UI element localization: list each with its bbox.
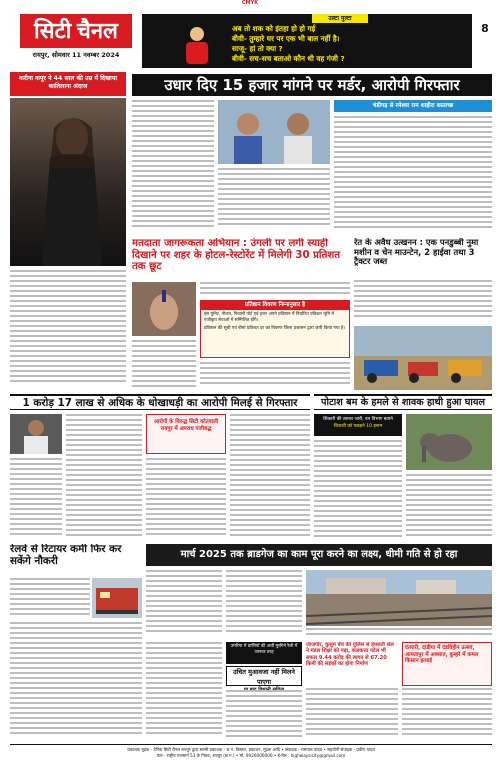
page-number: 8 xyxy=(481,22,489,35)
lead-column-2 xyxy=(218,168,330,232)
footer-line: प्रकाशक मुद्रक - दैनिक सिटी चैनल रायपुर द्वारा स्वामी प्रकाशक - छ.ग. विस्तार, प्रकाशन, मुद्रक आदि • संपादक - रामपाल यादव • सहयोगी संपादक - प्रवीण यादव xyxy=(127,747,375,752)
story8-column-1 xyxy=(146,642,222,740)
story10-body xyxy=(402,688,492,740)
left-top-label: करीना कपूर ने 44 साल की उम्र में दिखाया कातिलाना अंदाज xyxy=(10,72,126,96)
story4-inset: आरोपी के विरुद्ध सिटी कोतवाली रायपुर में अपराध पंजीबद्ध xyxy=(146,414,226,454)
footer-line: पता - राष्ट्रीय राजमार्ग 53 के निकट, रायपुर (छ.ग.) • मो. 9926000000 • ई-मेल : highwaysicity@gmail.com xyxy=(156,753,346,758)
story4-column-2 xyxy=(146,458,226,540)
top-bar xyxy=(0,0,500,6)
story9-body xyxy=(306,688,398,740)
story5-header xyxy=(314,394,492,410)
story6-headline: रेलवे से रिटायर कर्मी फिर कर सकेंगे नौकरी xyxy=(10,544,122,567)
story2-inset-title: प्रतिष्ठान विवरण निम्नानुसार है xyxy=(201,301,349,310)
story8-column-2 xyxy=(226,690,302,740)
story8-box: उमरिया में प्राणियों की अर्थी मुरगिने रैली में जानवर तरह xyxy=(226,642,302,664)
kareena-photo xyxy=(10,98,126,266)
elephant-photo xyxy=(406,414,492,470)
story9-headline: जांजगीर, कुसुम बेंच की पुलिस से हमलती सेल ने मंडल शिक्षा को पढ़ा, कलकत्ता पटेल भी सफल 9.44 करोड़ की लागत से 67.20 किमी की सड़कों का होगा निर्माण xyxy=(306,642,394,668)
story5-column-2 xyxy=(406,474,492,540)
story6-body xyxy=(10,622,142,740)
story6-intro xyxy=(10,578,90,618)
kareena-body xyxy=(10,270,126,388)
ulta-line: साजू- हां तो क्या ? xyxy=(232,44,283,53)
story7-caption xyxy=(306,628,492,638)
masthead-dateline: रायपुर, सोमवार 11 नवम्बर 2024 xyxy=(20,48,132,62)
ulta-pulta-lines xyxy=(232,24,462,64)
footer xyxy=(10,744,492,764)
hand-ink-photo xyxy=(132,282,196,336)
story4-column-3 xyxy=(230,414,310,540)
story2-column-2 xyxy=(200,362,350,390)
masthead xyxy=(20,14,132,62)
story2-inset-line: इस युनिट, नीजन, निवासी पोर्ट एवं इजर अपने प्रतिष्ठान में निर्धारित प्रतिशत भूमि में पंजीकृत सेवाओं में सम्मिलित होंगे। xyxy=(204,312,335,323)
ulta-pulta-box xyxy=(142,14,472,68)
story7-column-1 xyxy=(146,570,222,638)
lead-column-3 xyxy=(334,116,492,232)
person-silhouette xyxy=(10,98,126,266)
story2-headline: मतदाता जागरूकता अभियान : उंगली पर लगी स्याही दिखाने पर शहर के होटल-रेस्टोरेंट में मिलेगी 30 प्रतिशत तक छूट xyxy=(132,238,341,273)
story7-header xyxy=(146,544,492,566)
cmyk-label: CMYK xyxy=(241,0,259,6)
story2-intro xyxy=(200,282,350,298)
story7-photo xyxy=(306,570,492,626)
story10-headline: दंतरारी, दांडीया में दंडविहीन उत्सव, आमतापुर में अक्सात, कुम्हरे में कमल किसान हत्याई xyxy=(402,642,492,686)
ulta-line: अब तो शक को इंतहा हो हो गई xyxy=(232,24,316,33)
story7-headline: मार्च 2025 तक ब्राडगेज का काम पूरा करने का लक्ष्य, धीमी गति से हो रहा xyxy=(180,549,458,560)
story5-box-line: शिकारी की तलाश जारी, वन विभाग बताने xyxy=(323,417,393,422)
story8-box-title-wrap xyxy=(226,666,302,686)
tractors-photo xyxy=(354,326,492,390)
story5-column-1 xyxy=(314,440,402,540)
story4-photo xyxy=(10,414,62,454)
story5-box-line: शिकारी को पकड़ने 10 इनाम xyxy=(333,424,383,429)
story3-body xyxy=(354,280,492,324)
story7-column-2 xyxy=(226,570,302,638)
story2-photo xyxy=(132,282,196,336)
lead-column-1 xyxy=(132,100,214,232)
story8-box-title: उचित मुआवजा नहीं मिलने पाएगा xyxy=(233,668,295,686)
story4-header xyxy=(10,394,310,410)
story3-photo xyxy=(354,326,492,390)
story3-headline: रेत के अवैध उत्खनन : एक पनडुब्बी नुमा मशीन व चेन माउन्टेन, 2 हाईवा तथा 3 ट्रैक्टर जब्त xyxy=(354,238,479,267)
railway-track-photo xyxy=(306,570,492,626)
lead-photo xyxy=(218,100,330,164)
story5-headline: पोटाश बम के हमले से शावक हाथी हुआ घायल xyxy=(321,397,485,408)
story4-column-1 xyxy=(66,414,142,540)
ulta-pulta-heading: उल्टा पुल्टा xyxy=(312,14,368,23)
masthead-title: सिटी चैनल xyxy=(34,18,118,43)
lead-tag: चंडीगढ़ से रमेश्‍वर राम शाहीरा बस्ताच्छ xyxy=(334,100,492,112)
accused-photo xyxy=(10,414,62,454)
story2-column-1 xyxy=(132,340,196,390)
story5-photo xyxy=(406,414,492,470)
story2-inset-line: प्रतिष्ठान की सूची एवं बीमा प्रतिशत दर का विवरण जिला प्रशासन द्वारा जारी किया गया है। xyxy=(204,326,345,331)
ulta-line: बीवी- तुम्हारे घर पर एक भी बाल नहीं है। xyxy=(232,34,340,43)
lead-headline: उधार दिए 15 हजार मांगने पर मर्डर, आरोपी गिरफ्तार xyxy=(132,74,492,96)
train-engine-photo xyxy=(92,578,142,618)
story4-headline: 1 करोड़ 17 लाख से अधिक के धोखाधड़ी का आरोपी मिलई से गिरफ्तार xyxy=(22,397,298,409)
story4-column-0 xyxy=(10,458,62,540)
cartoon-illustration xyxy=(172,24,222,66)
story5-box xyxy=(314,414,402,436)
two-persons-photo xyxy=(218,100,330,164)
ulta-line: बीवी- सच-सच बताओ कौन थी वह गंजी ? xyxy=(232,54,345,63)
story6-photo xyxy=(92,578,142,618)
story2-inset xyxy=(200,300,350,358)
